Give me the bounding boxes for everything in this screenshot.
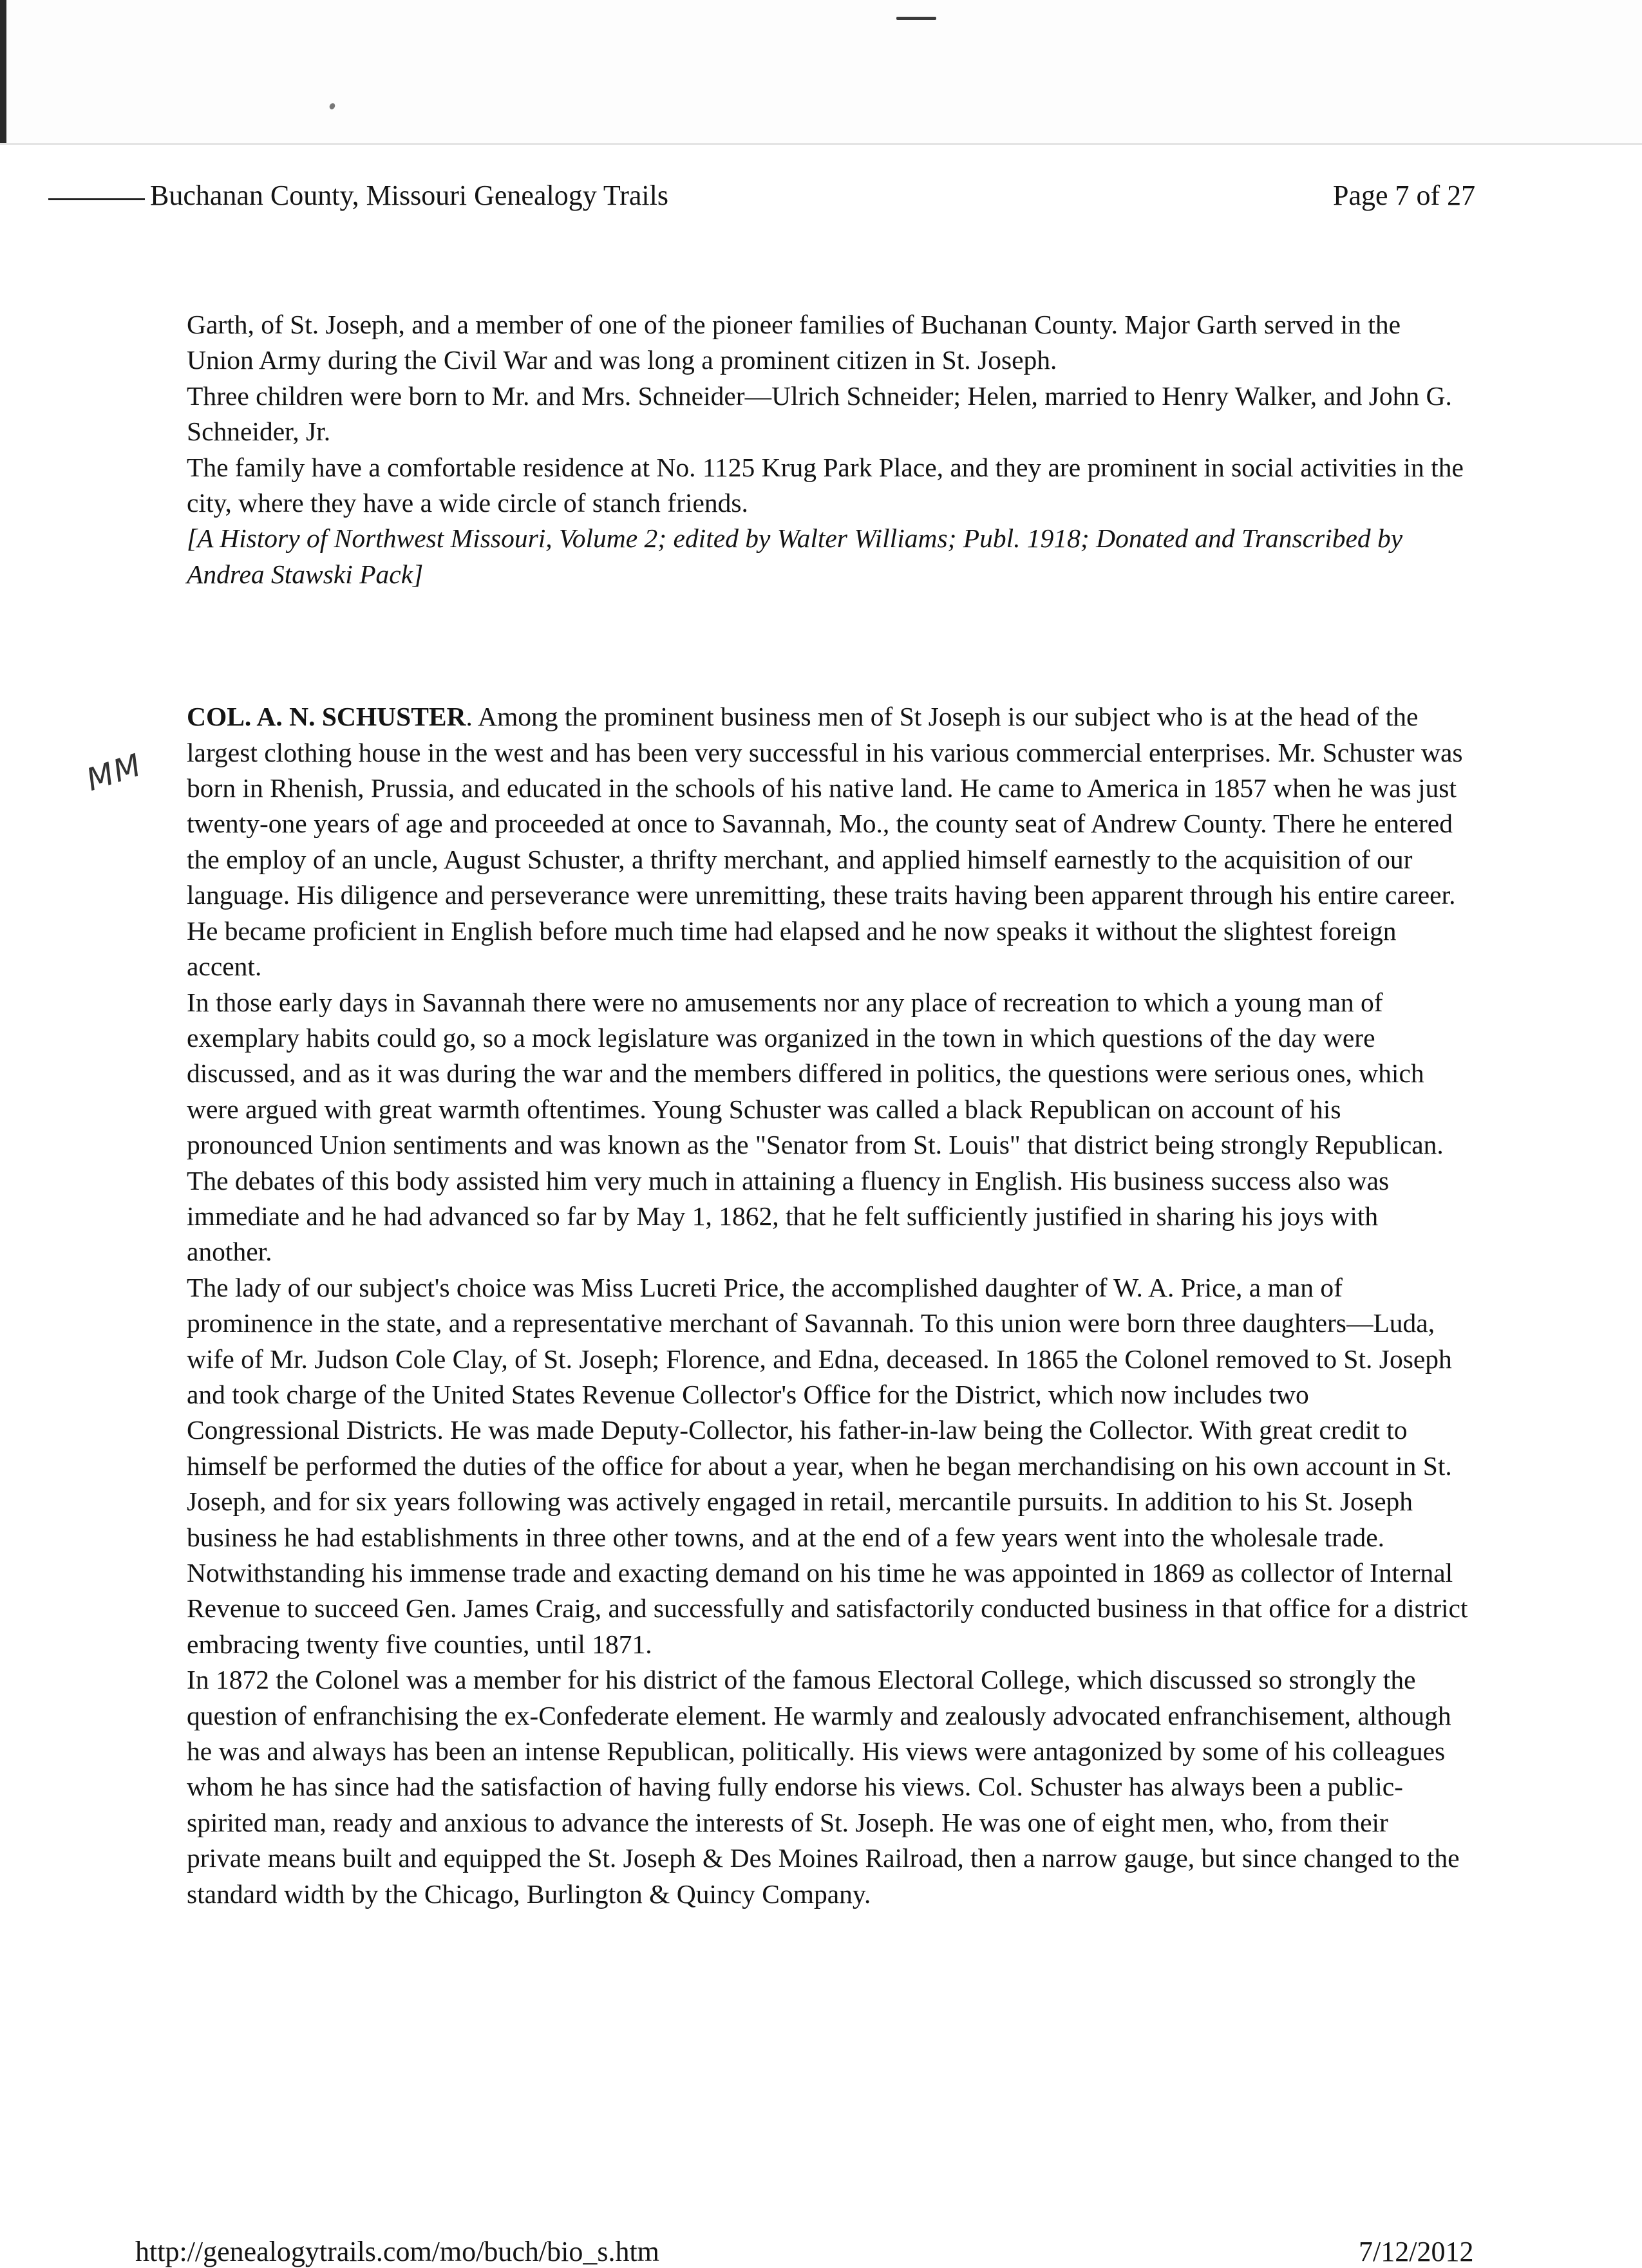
- page-header-title: Buchanan County, Missouri Genealogy Trails: [150, 180, 668, 211]
- paragraph: Three children were born to Mr. and Mrs. Schneider—Ulrich Schneider; Helen, married to Henry Walker, and John G. Schneider, Jr.: [187, 380, 1452, 447]
- paragraph: In those early days in Savannah there were no amusements nor any place of recreation to which a young man of exemplary habits could go, so a mock legislature was organized in the town in which questions of the day were discussed, and as it was during the war and the members differed in politics, the questions were serious ones, which were argued with great warmth oftentimes. Young Schuster was called a black Republican on account of his pronounced Union sentiments and was known as the "Senator from St. Louis" that district being strongly Republican. The debates of this body assisted him very much in attaining a fluency in English. His business success also was immediate and he had advanced so far by May 1, 1862, that he felt sufficiently justified in sharing his joys with another.: [187, 987, 1444, 1267]
- biography-intro: [187, 699, 1468, 984]
- scan-mark: [896, 17, 936, 20]
- scan-background-strip: [0, 0, 1642, 145]
- scan-edge: [0, 0, 6, 145]
- paragraph: Garth, of St. Joseph, and a member of one of the pioneer families of Buchanan County. Major Garth served in the Union Army during the Civil War and was long a prominent citizen in St. Joseph.: [187, 310, 1401, 375]
- page-number: Page 7 of 27: [1333, 180, 1476, 211]
- header-rule: [48, 198, 145, 200]
- paragraph: The lady of our subject's choice was Miss Lucreti Price, the accomplished daughter of W. A. Price, a man of prominence in the state, and a representative merchant of Savannah. To this union were born three daughters—Luda, wife of Mr. Judson Cole Clay, of St. Joseph; Florence, and Edna, deceased. In 1865 the Colonel removed to St. Joseph and took charge of the United States Revenue Collector's Office for the District, which now includes two Congressional Districts. He was made Deputy-Collector, his father-in-law being the Collector. With great credit to himself be performed the duties of the office for about a year, when he began merchandising on his own account in St. Joseph, and for six years following was actively engaged in retail, mercantile pursuits. In addition to his St. Joseph business he had establishments in three other towns, and at the end of a few years went into the wholesale trade. Notwithstanding his immense trade and exacting demand on his time he was appointed in 1869 as collector of Internal Revenue to succeed Gen. James Craig, and successfully and satisfactorily conducted business in that office for a district embracing twenty five counties, until 1871.: [187, 1272, 1468, 1659]
- paragraph: In 1872 the Colonel was a member for his district of the famous Electoral College, which discussed so strongly the question of enfranchising the ex-Confederate element. He warmly and zealously advocated enfranchisement, although he was and always has been an intense Republican, politically. His views were antagonized by some of his colleagues whom he has since had the satisfaction of having fully endorse his views. Col. Schuster has always been a public-spirited man, ready and anxious to advance the interests of St. Joseph. He was one of eight men, who, from their private means built and equipped the St. Joseph & Des Moines Railroad, then a narrow gauge, but since changed to the standard width by the Chicago, Burlington & Quincy Company.: [187, 1665, 1460, 1909]
- document-body: [187, 307, 1468, 1912]
- subject-name: COL. A. N. SCHUSTER: [187, 702, 466, 732]
- citation: [A History of Northwest Missouri, Volume 2; edited by Walter Williams; Publ. 1918; Donated and Transcribed by Andrea Stawski Pack]: [187, 523, 1403, 589]
- paragraph-text: . Among the prominent business men of St Joseph is our subject who is at the head of the largest clothing house in the west and has been very successful in his various commercial enterprises. Mr. Schuster was born in Rhenish, Prussia, and educated in the schools of his native land. He came to America in 1857 when he was just twenty-one years of age and proceeded at once to Savannah, Mo., the county seat of Andrew County. There he entered the employ of an uncle, August Schuster, a thrifty merchant, and applied himself earnestly to the acquisition of our language. His diligence and perseverance were unremitting, these traits having been apparent through his entire career. He became proficient in English before much time had elapsed and he now speaks it without the slightest foreign accent.: [187, 702, 1463, 982]
- footer-date: 7/12/2012: [1359, 2236, 1474, 2267]
- section-gap: [187, 592, 1468, 699]
- scan-page-edge: [0, 143, 1642, 145]
- paragraph: The family have a comfortable residence at No. 1125 Krug Park Place, and they are prominent in social activities in the city, where they have a wide circle of stanch friends.: [187, 452, 1464, 518]
- handwritten-margin-note: MM: [82, 746, 147, 799]
- footer-url: http://genealogytrails.com/mo/buch/bio_s.htm: [135, 2236, 659, 2267]
